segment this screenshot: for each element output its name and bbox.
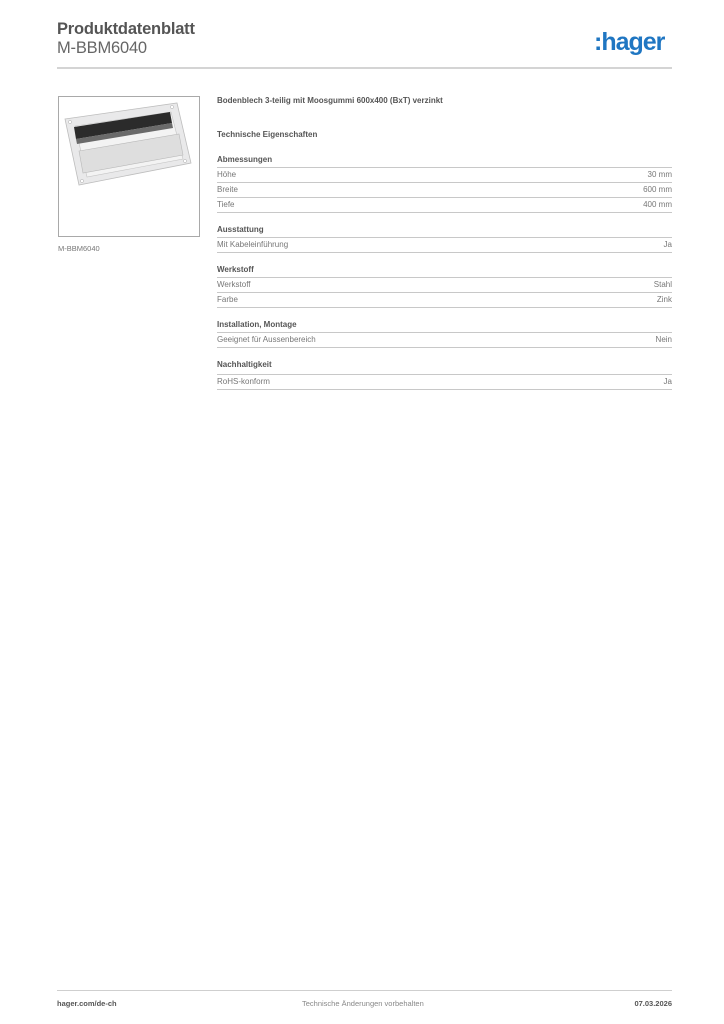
property-row xyxy=(217,375,672,390)
hager-logo xyxy=(594,28,674,58)
property-row xyxy=(217,198,672,213)
property-label: Breite xyxy=(217,185,238,194)
logo-text: :hager xyxy=(594,28,665,56)
group-installation xyxy=(217,320,672,348)
property-value: Ja xyxy=(663,377,672,386)
document-title: Produktdatenblatt xyxy=(57,20,195,38)
property-row xyxy=(217,168,672,183)
product-details xyxy=(217,96,672,390)
group-title: Ausstattung xyxy=(217,225,672,238)
group-title: Nachhaltigkeit xyxy=(217,360,672,375)
technical-properties-heading: Technische Eigenschaften xyxy=(217,130,318,139)
property-value: 400 mm xyxy=(643,200,672,209)
property-value: 600 mm xyxy=(643,185,672,194)
property-label: Tiefe xyxy=(217,200,235,209)
property-label: Mit Kabeleinführung xyxy=(217,240,289,249)
property-label: Farbe xyxy=(217,295,238,304)
property-label: Höhe xyxy=(217,170,237,179)
group-title: Werkstoff xyxy=(217,265,672,278)
group-material xyxy=(217,265,672,308)
product-description: Bodenblech 3-teilig mit Moosgummi 600x400 (BxT) verzinkt xyxy=(217,96,443,105)
product-code: M-BBM6040 xyxy=(57,39,147,57)
group-sustainability xyxy=(217,360,672,390)
footer-notice: Technische Änderungen vorbehalten xyxy=(302,999,424,1008)
property-value: Ja xyxy=(663,240,672,249)
property-label: Geeignet für Aussenbereich xyxy=(217,335,316,344)
property-row xyxy=(217,183,672,198)
property-row xyxy=(217,293,672,308)
property-row xyxy=(217,333,672,348)
header-divider xyxy=(57,67,672,69)
property-row xyxy=(217,278,672,293)
image-caption: M-BBM6040 xyxy=(58,244,100,253)
property-label: Werkstoff xyxy=(217,280,251,289)
footer-date: 07.03.2026 xyxy=(634,999,672,1008)
product-image xyxy=(58,96,200,237)
footer-divider xyxy=(57,990,672,991)
group-title: Installation, Montage xyxy=(217,320,672,333)
document-header xyxy=(57,20,672,58)
product-photo-icon xyxy=(59,97,199,236)
property-row xyxy=(217,238,672,253)
property-value: Nein xyxy=(655,335,672,344)
property-value: Stahl xyxy=(653,280,672,289)
property-value: Zink xyxy=(656,295,672,304)
group-title: Abmessungen xyxy=(217,155,672,168)
property-value: 30 mm xyxy=(647,170,672,179)
group-equipment xyxy=(217,225,672,253)
footer-website-link[interactable]: hager.com/de-ch xyxy=(57,999,117,1008)
property-label: RoHS-konform xyxy=(217,377,270,386)
group-dimensions xyxy=(217,155,672,213)
